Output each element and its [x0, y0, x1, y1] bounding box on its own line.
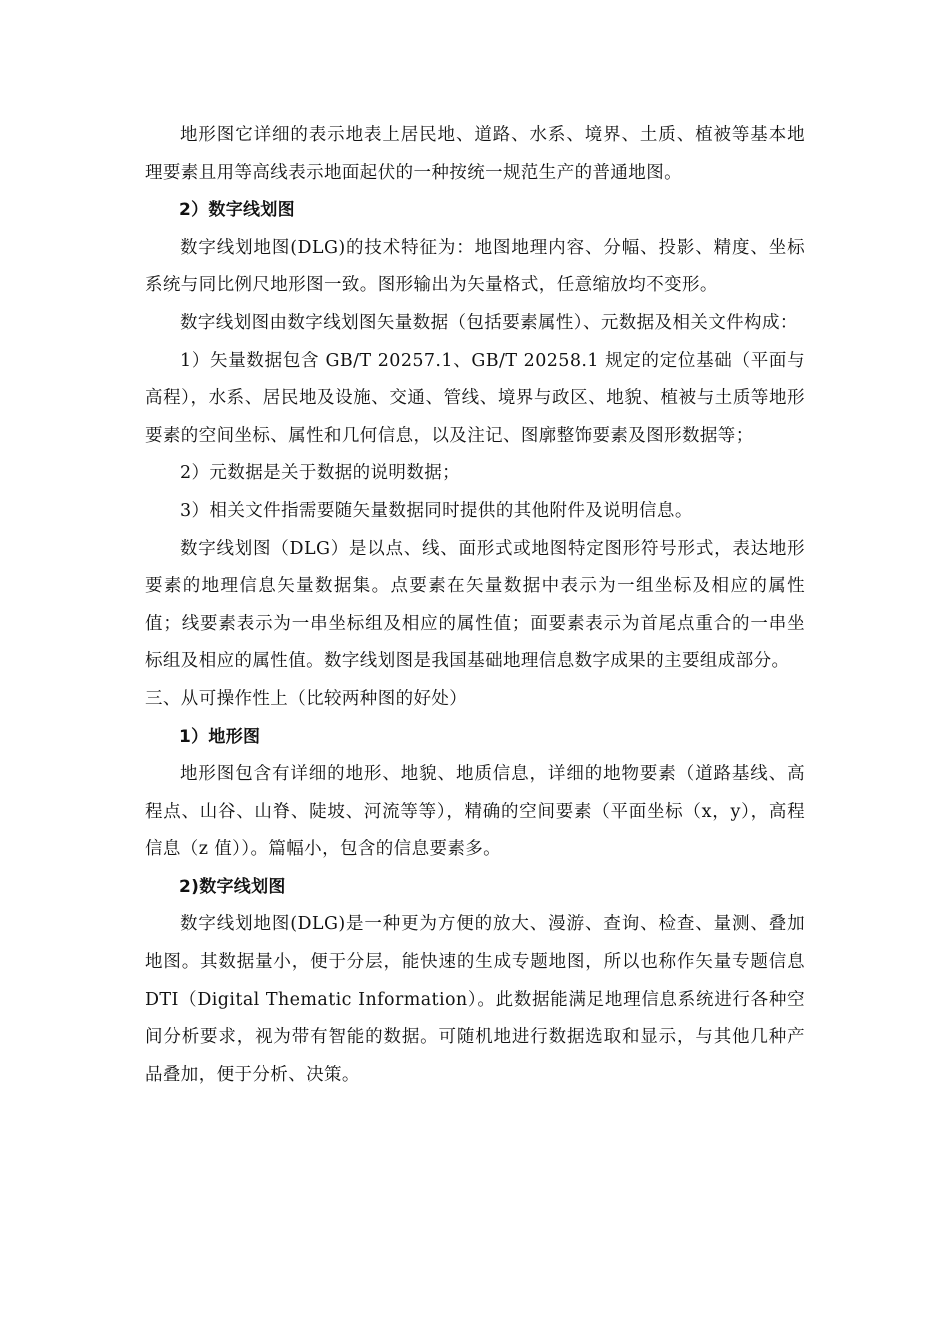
heading-digital-line-graph: 2）数字线划图 — [179, 200, 295, 221]
paragraph-dlg-composition: 数字线划图由数字线划图矢量数据（包括要素属性）、元数据及相关文件构成： — [180, 312, 798, 333]
heading-digital-line-graph-2: 2)数字线划图 — [179, 876, 286, 897]
list-item-metadata: 2）元数据是关于数据的说明数据； — [180, 463, 461, 484]
paragraph-dlg-advantages: 数字线划地图(DLG)是一种更为方便的放大、漫游、查询、检查、量测、叠加地图。其数据量小，便于分层，能快速的生成专题地图，所以也称作矢量专题信息 DTI（Digital Thematic Information）。此数据能满足地理信息系统进行各种空间分析要求，视为带有智能的数据。可随机地进行数据选取和显示，与其他几种产品叠加，便于分析、决策。 — [145, 914, 805, 1085]
list-item-vector-data: 1）矢量数据包含 GB/T 20257.1、GB/T 20258.1 规定的定位基础（平面与高程），水系、居民地及设施、交通、管线、境界与政区、地貌、植被与土质等地形要素的空间坐标、属性和几何信息，以及注记、图廓整饰要素及图形数据等； — [145, 350, 805, 446]
paragraph-dlg-technical-features: 数字线划地图(DLG)的技术特征为：地图地理内容、分幅、投影、精度、坐标系统与同比例尺地形图一致。图形输出为矢量格式，任意缩放均不变形。 — [145, 237, 805, 296]
paragraph-dlg-description: 数字线划图（DLG）是以点、线、面形式或地图特定图形符号形式，表达地形要素的地理信息矢量数据集。点要素在矢量数据中表示为一组坐标及相应的属性值；线要素表示为一串坐标组及相应的属性值；面要素表示为首尾点重合的一串坐标组及相应的属性值。数字线划图是我国基础地理信息数字成果的主要组成部分。 — [145, 538, 805, 672]
section-title-operability: 三、从可操作性上（比较两种图的好处） — [145, 688, 468, 709]
heading-topographic-map: 1）地形图 — [179, 726, 261, 747]
document-body — [145, 117, 805, 1094]
paragraph-topographic-map-definition: 地形图它详细的表示地表上居民地、道路、水系、境界、土质、植被等基本地理要素且用等高线表示地面起伏的一种按统一规范生产的普通地图。 — [145, 125, 805, 183]
paragraph-topographic-map-advantages: 地形图包含有详细的地形、地貌、地质信息，详细的地物要素（道路基线、高程点、山谷、山脊、陡坡、河流等等），精确的空间要素（平面坐标（x，y），高程信息（z 值））。篇幅小，包含的信息要素多。 — [145, 764, 805, 860]
list-item-related-files: 3）相关文件指需要随矢量数据同时提供的其他附件及说明信息。 — [180, 500, 693, 521]
